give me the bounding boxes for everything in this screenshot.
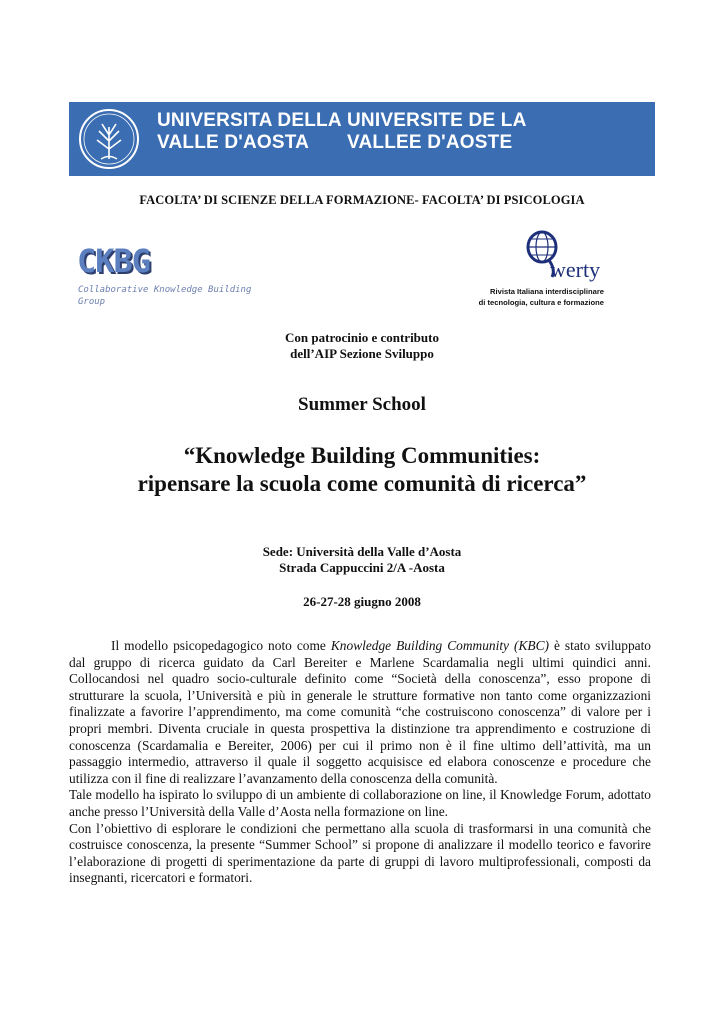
paragraph-intro: Il modello psicopedagogico noto come Knowledge Building Community (KBC) è stato sviluppato dal gruppo di ricerca guidato da Carl Bereiter e Marlene Scardamalia negli ultimi quindici anni. Collocandosi nel quadro socio-culturale definito come “Società della conoscenza”, esso propone di strutturare la scuola, l’Università e più in generale le strutture formative non tanto come organizzazioni finalizzate a favorire l’apprendimento, ma come comunità “che costruiscono conoscenza” di valore per i propri membri. Diventa cruciale in questa prospettiva la distinzione tra apprendimento e costruzione di conoscenza (Scardamalia e Bereiter, 2006) per cui il primo non è il fine ultimo dell’attività, ma un passaggio intermedio, attraverso il quale il soggetto acquisisce ed elabora conoscenze e procedure che utilizza con il fine di realizzare l’avanzamento della conoscenza della comunità.	[69, 638, 651, 786]
faculty-heading: FACOLTA’ DI SCIENZE DELLA FORMAZIONE- FACOLTA’ DI PSICOLOGIA	[139, 193, 585, 207]
patronage: Con patrocinio e contributo dell’AIP Sezione Sviluppo	[285, 330, 439, 361]
paragraph-objective: Con l’obiettivo di esplorare le condizioni che permettano alla scuola di trasformarsi in una comunità che costruisce conoscenza, la presente “Summer School” si propone di analizzare il modello teorico e favorire l’elaborazione di progetti di sperimentazione da parte di gruppi di lavoro multiprofessionali, composti da insegnanti, ricercatori e formatori.	[69, 820, 651, 886]
ckbg-subtitle: Collaborative Knowledge Building Group	[78, 285, 252, 307]
tree-icon	[77, 107, 141, 171]
event-dates: 26-27-28 giugno 2008	[303, 594, 421, 609]
university-name-italian: UNIVERSITA DELLA VALLE D'AOSTA	[157, 110, 342, 153]
school-title: Summer School	[298, 394, 426, 415]
venue: Sede: Università della Valle d’Aosta Strada Cappuccini 2/A -Aosta	[262, 544, 462, 575]
qwerty-subtitle: Rivista Italiana interdisciplinare di tecnologia, cultura e formazione	[478, 287, 604, 307]
ckbg-logo: CKBG	[77, 242, 151, 280]
university-banner	[69, 102, 655, 176]
qwerty-logo-text: werty	[550, 257, 601, 282]
university-name-french: UNIVERSITE DE LA VALLEE D'AOSTE	[347, 110, 527, 153]
main-title: “Knowledge Building Communities: ripensare la scuola come comunità di ricerca”	[137, 443, 587, 496]
body-text	[69, 638, 651, 887]
paragraph-knowledge-forum: Tale modello ha ispirato lo sviluppo di un ambiente di collaborazione on line, il Knowledge Forum, adottato anche presso l’Università della Valle d’Aosta nella formazione on line.	[69, 787, 651, 819]
